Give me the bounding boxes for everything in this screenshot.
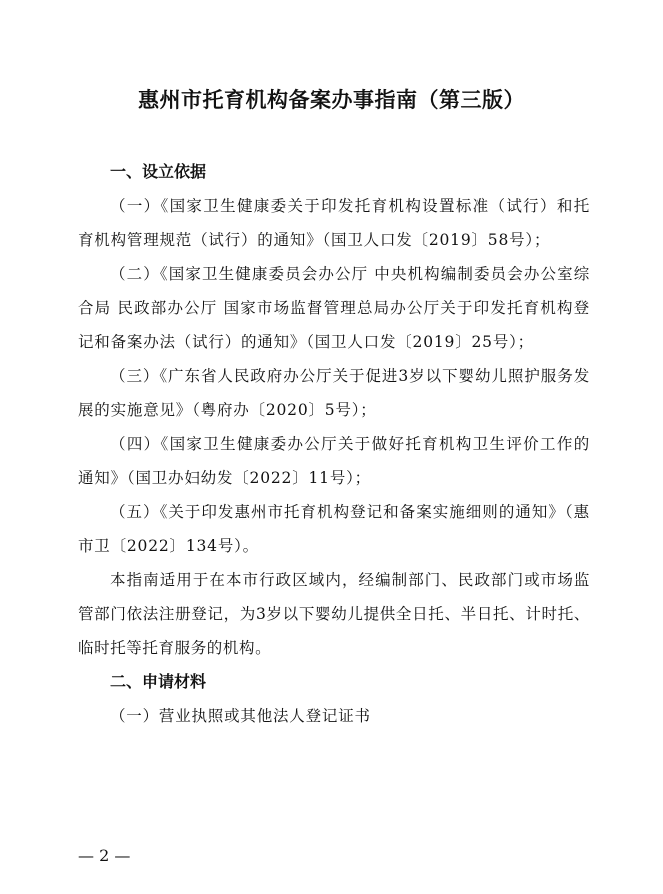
basis-item-1: （一）《国家卫生健康委关于印发托育机构设置标准（试行）和托育机构管理规范（试行）的通知》（国卫人口发〔2019〕58号）； — [78, 197, 590, 249]
page-number: — 2 — — [78, 846, 131, 865]
materials-item-1: （一）营业执照或其他法人登记证书 — [110, 707, 371, 725]
document-body — [78, 155, 590, 733]
scope-paragraph: 本指南适用于在本市行政区域内，经编制部门、民政部门或市场监管部门依法注册登记，为3岁以下婴幼儿提供全日托、半日托、计时托、临时托等托育服务的机构。 — [78, 571, 590, 657]
basis-item-5: （五）《关于印发惠州市托育机构登记和备案实施细则的通知》（惠市卫〔2022〕134号）。 — [78, 503, 590, 555]
basis-item-3: （三）《广东省人民政府办公厅关于促进3岁以下婴幼儿照护服务发展的实施意见》（粤府办〔2020〕5号）； — [78, 367, 590, 419]
basis-item-2: （二）《国家卫生健康委员会办公厅 中央机构编制委员会办公室综合局 民政部办公厅 国家市场监督管理总局办公厅关于印发托育机构登记和备案办法（试行）的通知》（国卫人口发〔2019〕25号）； — [78, 265, 590, 351]
basis-item-4: （四）《国家卫生健康委办公厅关于做好托育机构卫生评价工作的通知》（国卫办妇幼发〔2022〕11号）； — [78, 435, 590, 487]
document-title: 惠州市托育机构备案办事指南（第三版） — [138, 88, 525, 112]
section-heading-materials: 二、申请材料 — [110, 672, 207, 691]
section-heading-basis: 一、设立依据 — [110, 162, 207, 181]
